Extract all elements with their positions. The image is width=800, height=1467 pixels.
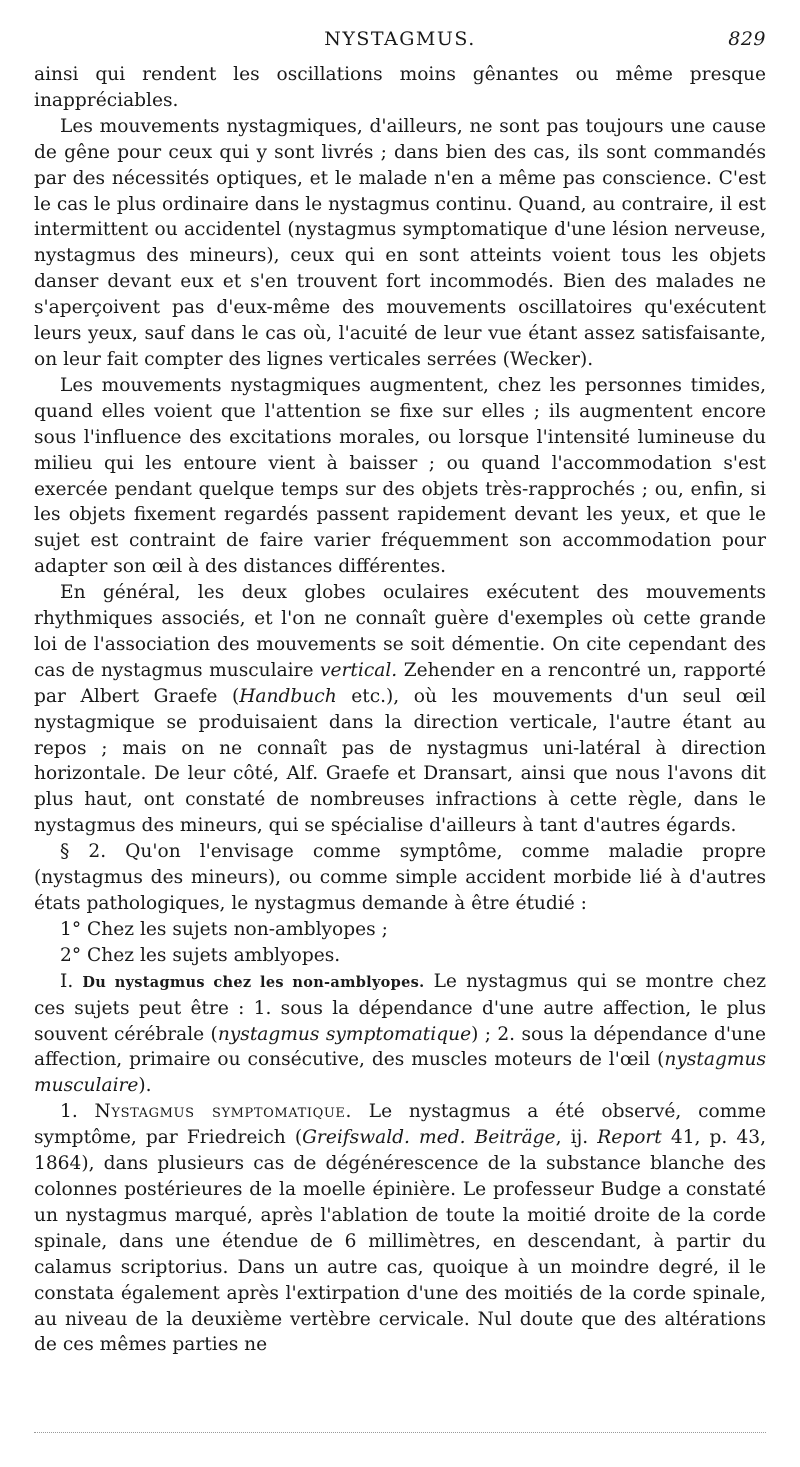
paragraph: Les mouvements nystagmiques augmentent, chez les personnes timides, quand elles voient que l'attention se fixe sur elles ; ils augmentent encore sous l'influence des excitations morales, ou lorsque l'intensité lumineuse du milieu qui les entoure vient à baisser ; ou quand l'accommodation s'est exercée pendant quelque temps sur des objets très-rapprochés ; ou, enfin, si les objets fixement regardés passent rapidement devant les yeux, et que le sujet est contraint de faire varier fréquemment son accommodation pour adapter son œil à des distances différentes. (34, 374, 766, 578)
list-item: 2° Chez les sujets amblyopes. (60, 944, 341, 966)
italic-term: vertical. (320, 659, 398, 681)
subsection-paragraph: 1. Nystagmus symptomatique. Le nystagmus a été observé, comme symptôme, par Friedreich (Greifswald. med. Beiträge, ij. Report 41, p. 43, 1864), dans plusieurs cas de dégénérescence de la substance blanche des colonnes postérieures de la moelle épinière. Le professeur Budge a constaté un nystagmus marqué, après l'ablation de toute la moitié droite de la corde spinale, dans une étendue de 6 millimètres, en descendant, à partir du calamus scriptorius. Dans un autre cas, quoique à un moindre degré, il le constata également après l'extirpation d'une des moitiés de la corde spinale, au niveau de la deuxième vertèbre cervicale. Nul doute que des altérations de ces mêmes parties ne (34, 1101, 766, 1356)
running-title: NYSTAGMUS. (324, 28, 476, 50)
running-header (34, 28, 766, 56)
scan-artifact-rule (34, 1432, 766, 1433)
paragraph-continuation: ainsi qui rendent les oscillations moins gênantes ou même presque inappréciables. (34, 64, 766, 111)
page-number: 829 (728, 28, 766, 50)
italic-citation: Handbuch (239, 685, 337, 707)
subsection-heading: Du nystagmus chez les non-amblyopes. (82, 973, 425, 991)
subsection-heading: Nystagmus symptomatique. (94, 1101, 353, 1123)
section-paragraph: § 2. Qu'on l'envisage comme symptôme, comme maladie propre (nystagmus des mineurs), ou comme simple accident morbide lié à d'autres états pathologiques, le nystagmus demande à être étudié : (34, 841, 766, 914)
page-body (34, 62, 766, 1358)
paragraph: En général, les deux globes oculaires exécutent des mouvements rhythmiques associés, et l'on ne connaît guère d'exemples où cette grande loi de l'association des mouvements se soit démentie. On cite cependant des cas de nystagmus musculaire vertical. Zehender en a rencontré un, rapporté par Albert Graefe (Handbuch etc.), où les mouvements d'un seul œil nystagmique se produisaient dans la direction verticale, l'autre étant au repos ; mais on ne connaît pas de nystagmus uni-latéral à direction horizontale. De leur côté, Alf. Graefe et Dransart, ainsi que nous l'avons dit plus haut, ont constaté de nombreuses infractions à cette règle, dans le nystagmus des mineurs, qui se spécialise d'ailleurs à tant d'autres égards. (34, 582, 766, 837)
list-item: 1° Chez les sujets non-amblyopes ; (60, 918, 388, 940)
subsection-paragraph: I. Du nystagmus chez les non-amblyopes. Le nystagmus qui se montre chez ces sujets peut être : 1. sous la dépendance d'une autre affection, le plus souvent cérébrale (nystagmus symptomatique) ; 2. sous la dépendance d'une affection, primaire ou consécutive, des muscles moteurs de l'œil (nystagmus musculaire). (34, 970, 767, 1097)
paragraph: Les mouvements nystagmiques, d'ailleurs, ne sont pas toujours une cause de gêne pour ceux qui y sont livrés ; dans bien des cas, ils sont commandés par des nécessités optiques, et le malade n'en a même pas conscience. C'est le cas le plus ordinaire dans le nystagmus continu. Quand, au contraire, il est intermittent ou accidentel (nystagmus symptomatique d'une lésion nerveuse, nystagmus des mineurs), ceux qui en sont atteints voient tous les objets danser devant eux et s'en trouvent fort incommodés. Bien des malades ne s'aperçoivent pas d'eux-même des mouvements oscillatoires qu'exécutent leurs yeux, sauf dans le cas où, l'acuité de leur vue étant assez satisfaisante, on leur fait compter des lignes verticales serrées (Wecker). (34, 115, 766, 370)
